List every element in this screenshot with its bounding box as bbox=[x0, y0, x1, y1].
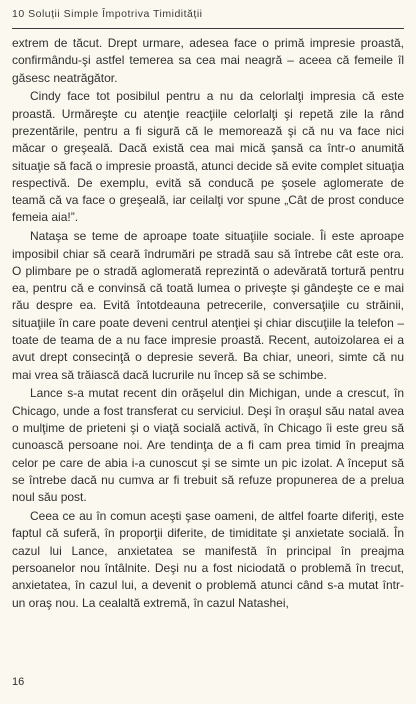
paragraph-5: Ceea ce au în comun aceşti şase oameni, de altfel foarte diferiţi, este faptul că suferă, în proporţii diferite, de timiditate şi anxietate socială. În cazul lui Lance, anxietatea se manifestă în principal în preajma persoanelor nou întâlnite. Deşi nu a fost niciodată o problemă în trecut, anxietatea, în cazul lui, a devenit o problemă atunci când s-a mutat într-un oraş nou. La cealaltă extremă, în cazul Natashei, bbox=[12, 509, 404, 610]
paragraph-3: Nataşa se teme de aproape toate situaţiile sociale. Îi este aproape imposibil chiar să ceară îndrumări pe stradă sau să întrebe cât este ora. O plimbare pe o stradă aglomerată reprezintă o adevărată tortură pentru ea, pentru că e convinsă că toată lumea o priveşte şi gândeşte ce e mai rău despre ea. Evită întotdeauna petrecerile, conversaţiile cu străinii, situaţiile în care poate deveni centrul atenţiei şi chiar discuţiile la telefon – toate de teama de a nu face impresie proastă. Recent, autoizolarea ei a avut drept consecinţă o depresie severă. Ba chiar, uneori, simte că nu mai vrea să trăiască dacă lucrurile nu încep să se schimbe. bbox=[12, 229, 404, 382]
paragraph-4: Lance s-a mutat recent din orăşelul din Michigan, unde a crescut, în Chicago, unde a fost transferat cu serviciul. Deşi în oraşul său natal avea o mulţime de prieteni şi o viaţă socială activă, în Chicago îi este greu să cunoască persoane noi. Are tendinţa de a fi cam prea timid în preajma celor pe care de abia i-a cunoscut şi se simte un pic izolat. A început să se întrebe dacă nu cumva ar fi trebuit să refuze propunerea de a prelua noul său post. bbox=[12, 386, 404, 505]
running-header: 10 Soluții Simple Împotriva Timidității bbox=[12, 8, 203, 20]
paragraph-1: extrem de tăcut. Drept urmare, adesea face o primă impresie proastă, confirmându-şi astfel temerea sa cea mai neagră – aceea că femeile îl găsesc neatrăgător. bbox=[12, 36, 404, 85]
paragraph-2: Cindy face tot posibilul pentru a nu da celorlalţi impresia că este proastă. Urmăreşte cu atenţie reacţiile celorlalţi şi repetă zile la rând prezentările, pentru a fi sigură că le memorează şi că nu va face nici măcar o greşeală. Dacă există cea mai mică şansă ca într-o anumită situaţie să facă o impresie proastă, atunci decide să evite complet situaţia respectivă. De exemplu, evită să conducă pe şosele aglomerate de teamă că va face o greşeală, iar ceilalţi vor spune „Cât de prost conduce femeia aia!”. bbox=[12, 89, 404, 225]
header-rule bbox=[12, 28, 404, 29]
body-text bbox=[12, 35, 404, 612]
page-number: 16 bbox=[12, 676, 25, 688]
